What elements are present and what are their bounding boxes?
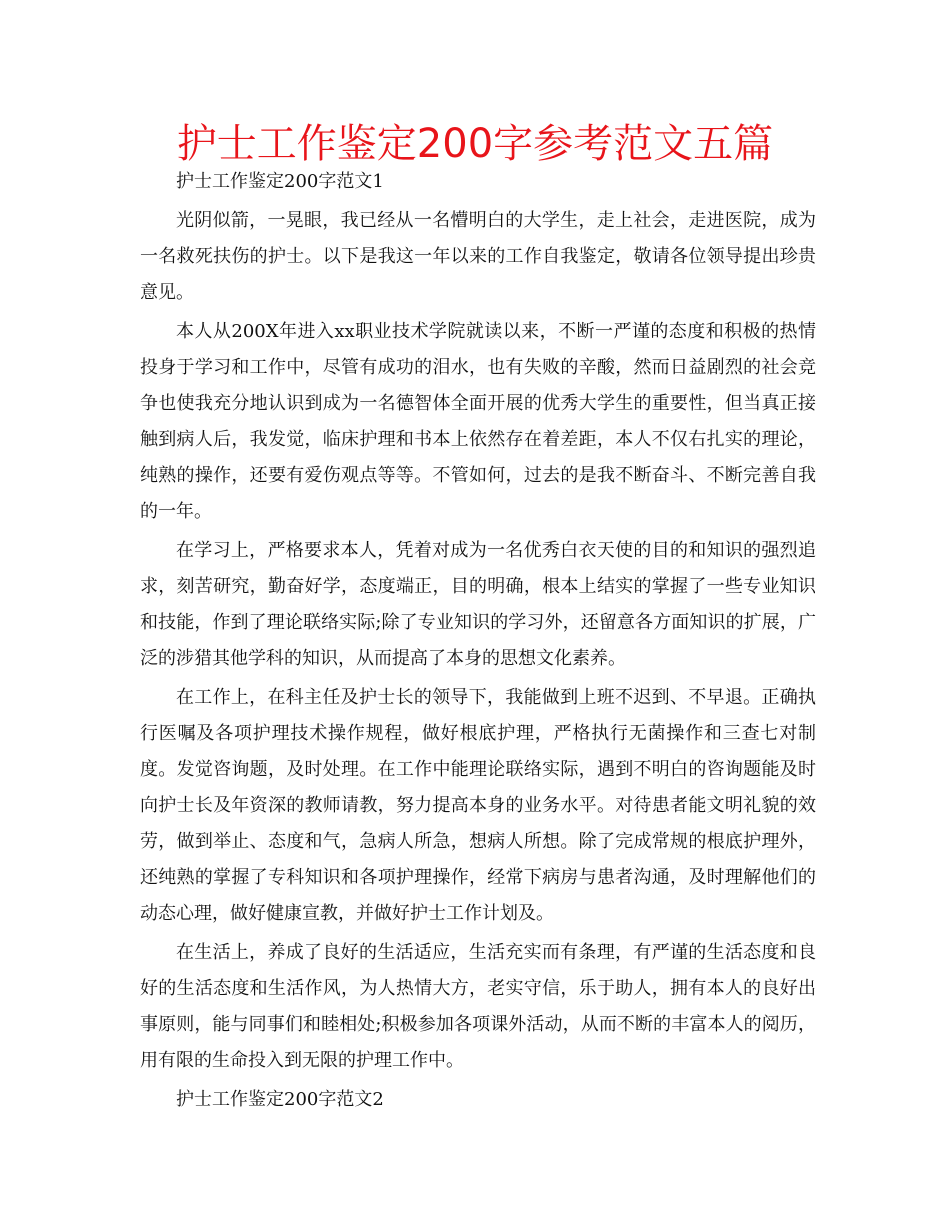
document-title: 护士工作鉴定200字参考范文五篇 — [176, 121, 774, 167]
document-body — [140, 164, 816, 1121]
paragraph-background: 本人从200X年进入xx职业技术学院就读以来，不断一严谨的态度和积极的热情投身于学习和工作中，尽管有成功的泪水，也有失败的辛酸，然而日益剧烈的社会竞争也使我充分地认识到成为一名德智体全面开展的优秀大学生的重要性，但当真正接触到病人后，我发觉，临床护理和书本上依然存在着差距，本人不仅右扎实的理论，纯熟的操作，还要有爱伤观点等等。不管如何，过去的是我不断奋斗、不断完善自我的一年。 — [140, 321, 816, 522]
paragraph-life: 在生活上，养成了良好的生活适应，生活充实而有条理，有严谨的生活态度和良好的生活态度和生活作风，为人热情大方，老实守信，乐于助人，拥有本人的良好出事原则，能与同事们和睦相处;积极参加各项课外活动，从而不断的丰富本人的阅历，用有限的生命投入到无限的护理工作中。 — [140, 942, 816, 1071]
paragraph-study: 在学习上，严格要求本人，凭着对成为一名优秀白衣天使的目的和知识的强烈追求，刻苦研究，勤奋好学，态度端正，目的明确，根本上结实的掌握了一些专业知识和技能，作到了理论联络实际;除了专业知识的学习外，还留意各方面知识的扩展，广泛的涉猎其他学科的知识，从而提高了本身的思想文化素养。 — [140, 540, 816, 669]
paragraph-work: 在工作上，在科主任及护士长的领导下，我能做到上班不迟到、不早退。正确执行医嘱及各项护理技术操作规程，做好根底护理，严格执行无菌操作和三查七对制度。发觉咨询题，及时处理。在工作中能理论联络实际，遇到不明白的咨询题能及时向护士长及年资深的教师请教，努力提高本身的业务水平。对待患者能文明礼貌的效劳，做到举止、态度和气，急病人所急，想病人所想。除了完成常规的根底护理外，还纯熟的掌握了专科知识和各项护理操作，经常下病房与患者沟通，及时理解他们的动态心理，做好健康宣教，并做好护士工作计划及。 — [140, 687, 816, 924]
section-heading-1: 护士工作鉴定200字范文1 — [176, 171, 384, 192]
section-heading-2: 护士工作鉴定200字范文2 — [176, 1089, 384, 1110]
paragraph-intro: 光阴似箭，一晃眼，我已经从一名懵明白的大学生，走上社会，走进医院，成为一名救死扶伤的护士。以下是我这一年以来的工作自我鉴定，敬请各位领导提出珍贵意见。 — [140, 210, 816, 303]
